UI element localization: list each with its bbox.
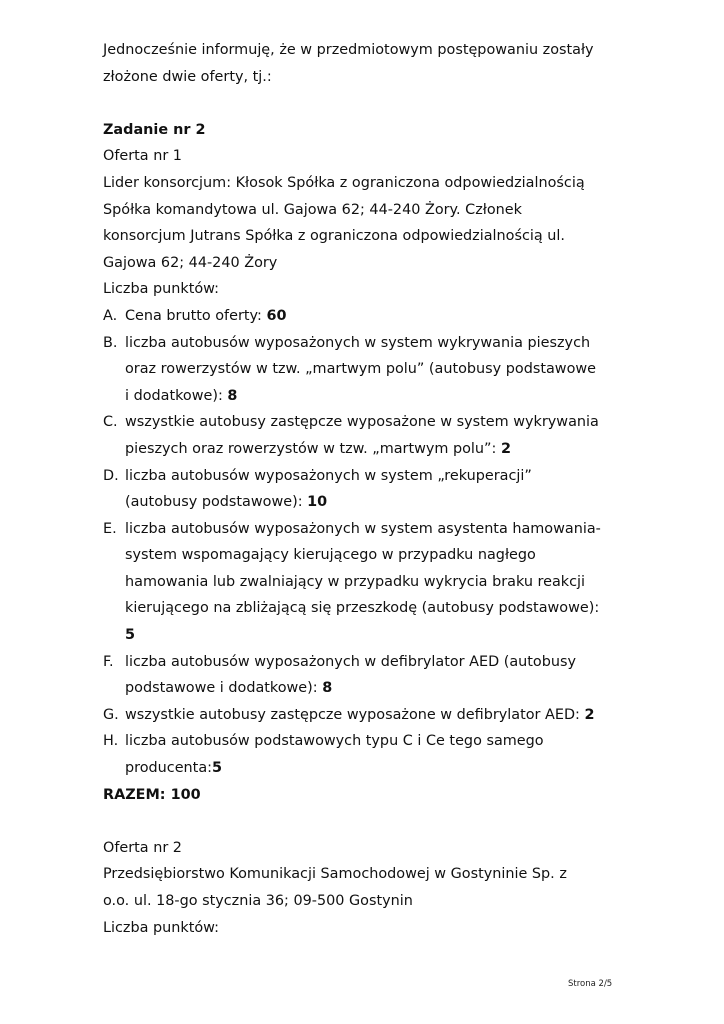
criterion-text-line: producenta:5 (125, 760, 223, 777)
spacer (103, 808, 623, 835)
spacer (103, 90, 623, 117)
offer1-title: Oferta nr 1 (103, 148, 182, 165)
criteria-list (103, 303, 623, 782)
criterion-score: 2 (584, 706, 595, 723)
criterion-letter: C. (103, 414, 118, 431)
criterion-item (103, 728, 623, 781)
intro-line-2: złożone dwie oferty, tj.: (103, 68, 272, 85)
criterion-score: 8 (322, 680, 333, 697)
criterion-text-line: (autobusy podstawowe): 10 (125, 494, 328, 511)
criterion-item (103, 516, 623, 649)
criterion-text-line: oraz rowerzystów w tzw. „martwym polu” (autobusy podstawowe (125, 361, 596, 378)
criterion-text-line: liczba autobusów wyposażonych w system asystenta hamowania- (125, 520, 601, 537)
criterion-letter: A. (103, 307, 118, 324)
task-heading: Zadanie nr 2 (103, 121, 206, 138)
offer1-points-label: Liczba punktów: (103, 281, 219, 298)
criterion-item (103, 303, 623, 330)
criterion-score: 5 (125, 627, 136, 644)
criterion-item (103, 702, 623, 729)
criterion-letter: H. (103, 733, 119, 750)
criterion-score: 5 (212, 760, 223, 777)
offer1-bidder-line: Spółka komandytowa ul. Gajowa 62; 44-240 Żory. Członek (103, 201, 522, 218)
criterion-item (103, 409, 623, 462)
criterion-score: 60 (266, 307, 287, 324)
criterion-text-line: system wspomagający kierującego w przypadku nagłego (125, 547, 536, 564)
offer1-bidder-line: konsorcjum Jutrans Spółka z ograniczona odpowiedzialnością ul. (103, 228, 565, 245)
criterion-letter: D. (103, 467, 119, 484)
offer2-bidder-line: Przedsiębiorstwo Komunikacji Samochodowej w Gostyninie Sp. z (103, 866, 567, 883)
criterion-text-line: podstawowe i dodatkowe): 8 (125, 680, 333, 697)
criterion-text-line: liczba autobusów podstawowych typu C i Ce tego samego (125, 733, 544, 750)
criterion-letter: F. (103, 653, 114, 670)
criterion-text-line: wszystkie autobusy zastępcze wyposażone w system wykrywania (125, 414, 599, 431)
total-score: RAZEM: 100 (103, 786, 201, 803)
offer2-points-label: Liczba punktów: (103, 919, 219, 936)
criterion-text-line: i dodatkowe): 8 (125, 387, 238, 404)
criterion-text-line: kierującego na zbliżającą się przeszkodę (autobusy podstawowe): (125, 600, 600, 617)
criterion-item (103, 649, 623, 702)
criterion-text-line: hamowania lub zwalniający w przypadku wykrycia braku reakcji (125, 573, 586, 590)
criterion-text-line: liczba autobusów wyposażonych w defibrylator AED (autobusy (125, 653, 577, 670)
criterion-text-line: Cena brutto oferty: 60 (125, 307, 287, 324)
criterion-letter: G. (103, 706, 119, 723)
criterion-text-line: liczba autobusów wyposażonych w system wykrywania pieszych (125, 334, 591, 351)
criterion-score: 2 (500, 440, 511, 457)
criterion-score: 10 (307, 494, 328, 511)
offer1-bidder-line: Lider konsorcjum: Kłosok Spółka z ograniczona odpowiedzialnością (103, 174, 585, 191)
offer2-bidder-line: o.o. ul. 18-go stycznia 36; 09-500 Gostynin (103, 893, 413, 909)
page-number: Strona 2/5 (568, 979, 613, 989)
criterion-text-line (125, 622, 623, 649)
criterion-letter: E. (103, 520, 117, 537)
criterion-item (103, 330, 623, 410)
criterion-text-line: liczba autobusów wyposażonych w system „rekuperacji” (125, 467, 532, 484)
criterion-text-line: pieszych oraz rowerzystów w tzw. „martwym polu”: 2 (125, 440, 511, 457)
criterion-score: 8 (227, 387, 238, 404)
criterion-text-line: wszystkie autobusy zastępcze wyposażone w defibrylator AED: 2 (125, 706, 595, 723)
offer1-bidder-line: Gajowa 62; 44-240 Żory (103, 254, 278, 271)
offer2-title: Oferta nr 2 (103, 839, 182, 856)
intro-line-1: Jednocześnie informuję, że w przedmiotowym postępowaniu zostały (103, 42, 594, 58)
criterion-letter: B. (103, 334, 118, 351)
document-page (103, 37, 623, 941)
criterion-item (103, 463, 623, 516)
